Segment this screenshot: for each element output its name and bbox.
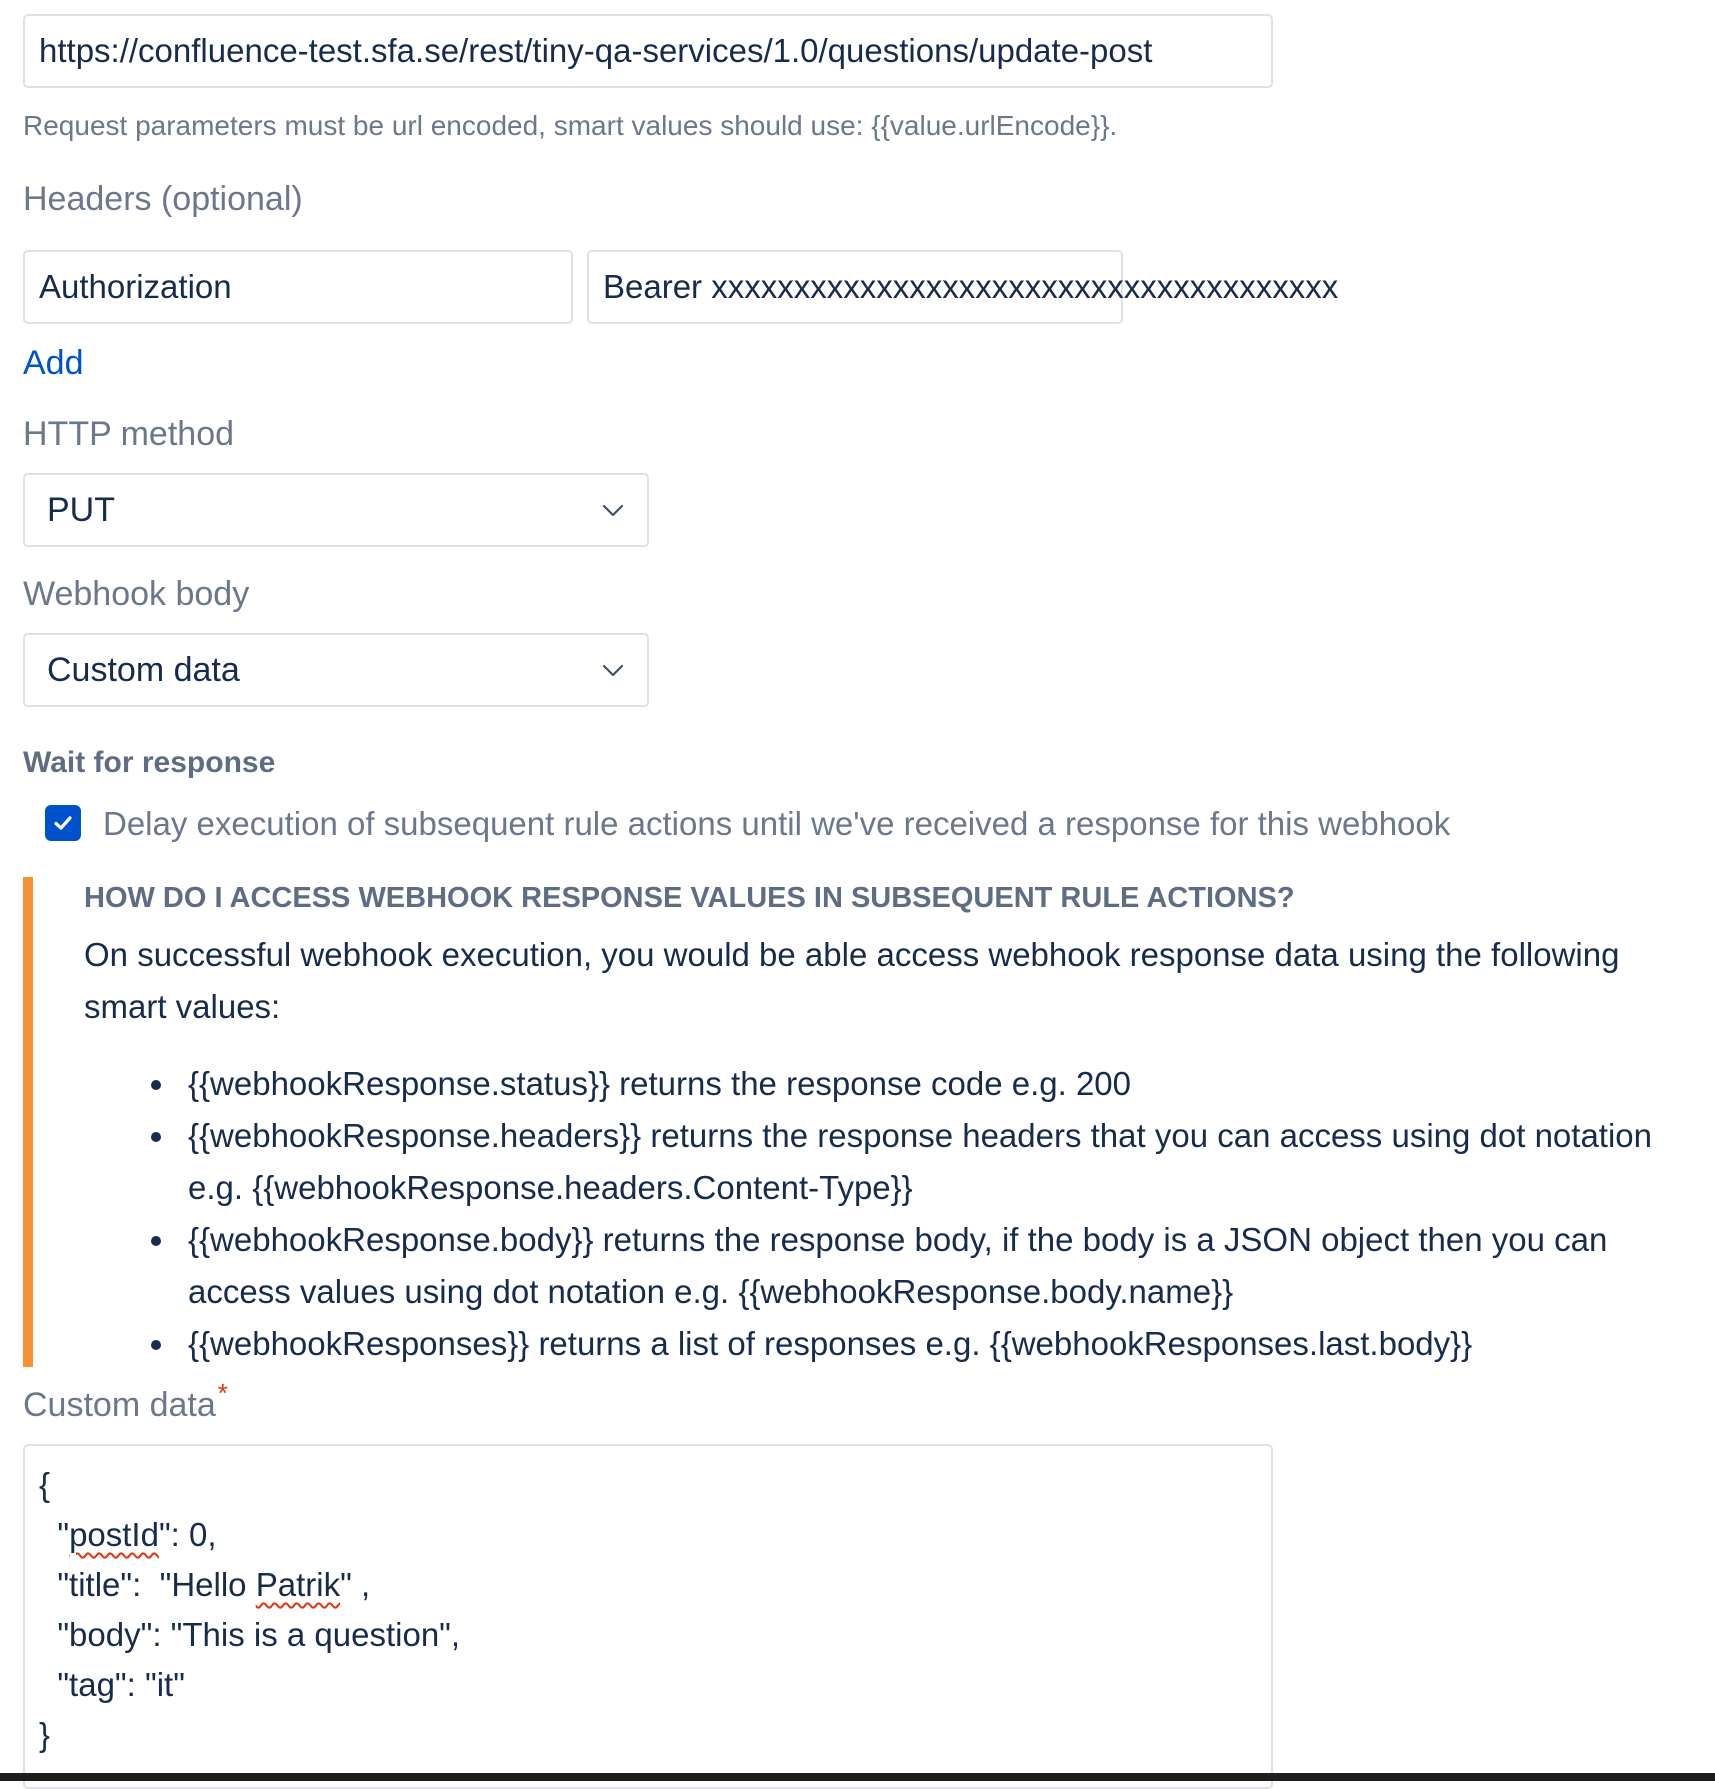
- info-panel-intro: On successful webhook execution, you would be able access webhook response data using the following smart values:: [84, 936, 1620, 1025]
- webhook-body-label: Webhook body: [23, 575, 250, 613]
- http-method-select[interactable]: [23, 473, 649, 547]
- wait-for-response-checkbox-label[interactable]: Delay execution of subsequent rule actions until we've received a response for this webhook: [103, 805, 1451, 842]
- required-mark: *: [217, 1378, 228, 1408]
- info-panel-list: [145, 1058, 1655, 1370]
- code-line: {: [39, 1466, 51, 1503]
- url-input[interactable]: [23, 14, 1273, 88]
- wait-for-response-checkbox[interactable]: [45, 805, 81, 841]
- add-header-link[interactable]: Add: [23, 344, 84, 382]
- info-panel-title: HOW DO I ACCESS WEBHOOK RESPONSE VALUES IN SUBSEQUENT RULE ACTIONS?: [84, 882, 1295, 914]
- chevron-down-icon: [601, 498, 625, 522]
- headers-label: Headers (optional): [23, 180, 303, 218]
- chevron-down-icon: [601, 658, 625, 682]
- bottom-bar: [0, 1773, 1715, 1781]
- header-key-input[interactable]: [23, 250, 573, 324]
- http-method-selected: PUT: [47, 490, 115, 529]
- webhook-body-selected: Custom data: [47, 650, 240, 689]
- list-item: {{webhookResponses}} returns a list of responses e.g. {{webhookResponses.last.body}}: [145, 1318, 1655, 1370]
- header-key-value: Authorization: [39, 268, 232, 305]
- url-input-value: https://confluence-test.sfa.se/rest/tiny-qa-services/1.0/questions/update-post: [39, 32, 1153, 69]
- list-item: {{webhookResponse.headers}} returns the response headers that you can access using dot notation e.g. {{webhookResponse.headers.Content-Type}}: [145, 1110, 1655, 1214]
- wait-for-response-label: Wait for response: [23, 746, 276, 779]
- checkmark-icon: [51, 811, 75, 835]
- http-method-label: HTTP method: [23, 415, 235, 453]
- custom-data-label-text: Custom data: [23, 1386, 216, 1424]
- custom-data-textarea[interactable]: [23, 1444, 1273, 1789]
- custom-data-label: [23, 1378, 228, 1425]
- info-panel: [23, 877, 1663, 1367]
- list-item: {{webhookResponse.status}} returns the response code e.g. 200: [145, 1058, 1655, 1110]
- code-line: "body": "This is a question",: [39, 1616, 461, 1653]
- code-line: "postId": 0,: [39, 1516, 217, 1553]
- code-line: }: [39, 1716, 51, 1753]
- header-value-value: Bearer xxxxxxxxxxxxxxxxxxxxxxxxxxxxxxxxxxxxxx: [603, 268, 1339, 305]
- code-line: "title": "Hello Patrik" ,: [39, 1566, 371, 1603]
- list-item: {{webhookResponse.body}} returns the response body, if the body is a JSON object then you can access values using dot notation e.g. {{webhookResponse.body.name}}: [145, 1214, 1655, 1318]
- header-value-input[interactable]: [587, 250, 1339, 324]
- webhook-body-select[interactable]: [23, 633, 649, 707]
- code-line: "tag": "it": [39, 1666, 185, 1703]
- url-hint: Request parameters must be url encoded, smart values should use: {{value.urlEncode}}.: [23, 110, 1118, 141]
